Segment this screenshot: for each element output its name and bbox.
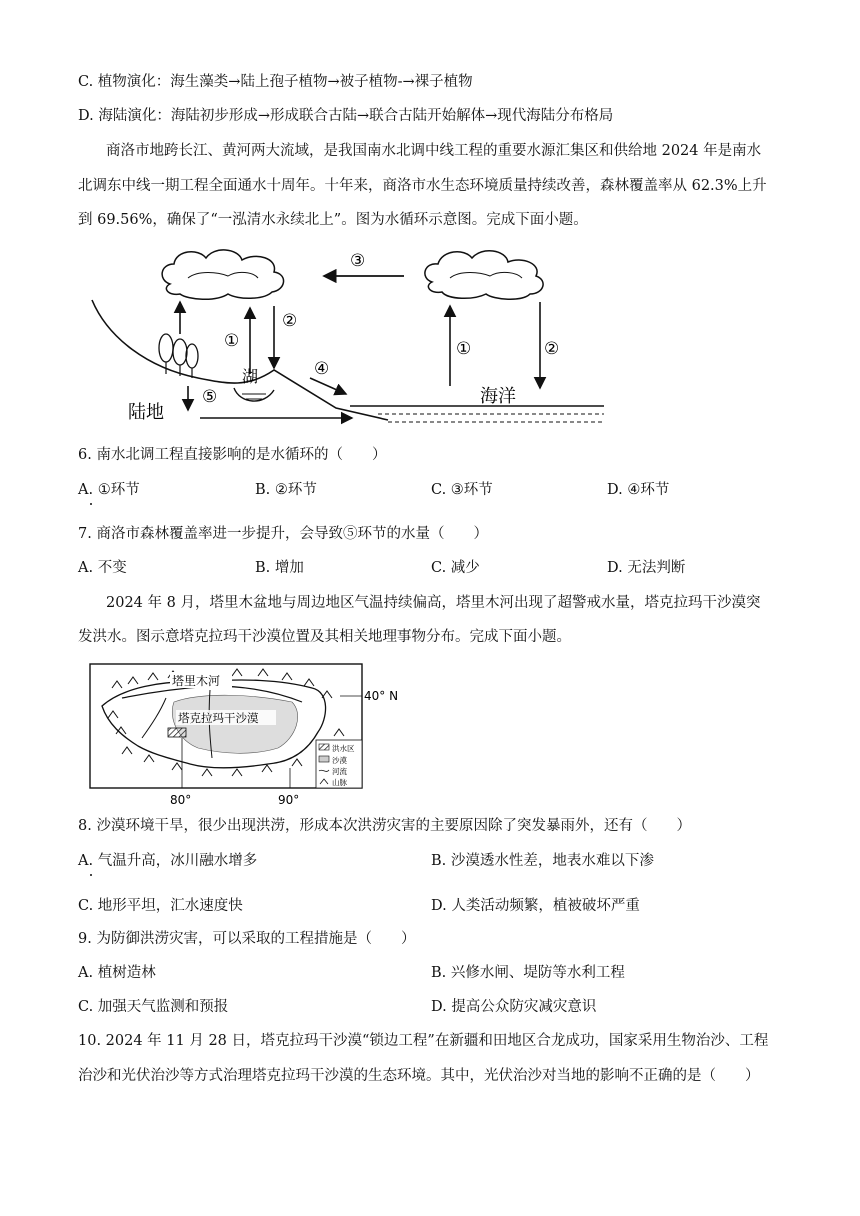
label-3: ③ bbox=[350, 251, 366, 271]
q8-option-a: A. 气温升高，冰川融水增多 bbox=[78, 853, 258, 869]
passage1-line2: 北调东中线一期工程全面通水十周年。十年来，商洛市水生态环境质量持续改善，森林覆盖率从 62.3%上升 bbox=[78, 178, 767, 194]
q8-option-d: D. 人类活动频繁，植被破坏严重 bbox=[431, 898, 640, 914]
label-2-land: ② bbox=[282, 311, 298, 331]
option-c-prev: C. 植物演化：海生藻类→陆上孢子植物→被子植物-→裸子植物 bbox=[78, 74, 473, 90]
q7-option-b: B. 增加 bbox=[255, 560, 304, 576]
q6-option-d: D. ④环节 bbox=[607, 482, 670, 498]
water-cycle-diagram bbox=[88, 238, 608, 434]
q6-option-b: B. ②环节 bbox=[255, 482, 317, 498]
passage1-line1: 商洛市地跨长江、黄河两大流域，是我国南水北调中线工程的重要水源汇集区和供给地 2024 年是南水 bbox=[106, 143, 762, 159]
q10-line2: 治沙和光伏治沙等方式治理塔克拉玛干沙漠的生态环境。其中，光伏治沙对当地的影响不正确的是（ ） bbox=[78, 1068, 760, 1084]
label-1-land: ① bbox=[224, 331, 240, 351]
label-lon-80: 80° bbox=[170, 793, 192, 807]
q9-option-b: B. 兴修水闸、堤防等水利工程 bbox=[431, 965, 625, 981]
passage1-line3: 到 69.56%，确保了“一泓清水永续北上”。图为水循环示意图。完成下面小题。 bbox=[78, 212, 588, 228]
map-legend bbox=[316, 740, 362, 788]
q8-option-b: B. 沙漠透水性差，地表水难以下渗 bbox=[431, 853, 654, 869]
q9-stem: 9. 为防御洪涝灾害，可以采取的工程措施是（ ） bbox=[78, 931, 416, 947]
mark-dot bbox=[90, 874, 92, 876]
label-lon-90: 90° bbox=[278, 793, 300, 807]
q8-stem: 8. 沙漠环境干旱，很少出现洪涝，形成本次洪涝灾害的主要原因除了突发暴雨外，还有（ ） bbox=[78, 818, 691, 834]
label-1-ocean: ① bbox=[456, 339, 472, 359]
label-lake: 湖 bbox=[242, 367, 259, 386]
label-taklimakan: 塔克拉玛干沙漠 bbox=[178, 711, 259, 725]
q8-option-c: C. 地形平坦，汇水速度快 bbox=[78, 898, 243, 914]
q7-option-c: C. 减少 bbox=[431, 560, 480, 576]
q9-option-d: D. 提高公众防灾减灾意识 bbox=[431, 999, 597, 1015]
label-land: 陆地 bbox=[128, 402, 164, 423]
label-2-ocean: ② bbox=[544, 339, 560, 359]
option-d-prev: D. 海陆演化：海陆初步形成→形成联合古陆→联合古陆开始解体→现代海陆分布格局 bbox=[78, 108, 614, 124]
q7-option-a: A. 不变 bbox=[78, 560, 127, 576]
passage2-line2: 发洪水。图示意塔克拉玛干沙漠位置及其相关地理事物分布。完成下面小题。 bbox=[78, 629, 571, 645]
label-5: ⑤ bbox=[202, 387, 218, 407]
q6-stem: 6. 南水北调工程直接影响的是水循环的（ ） bbox=[78, 447, 387, 463]
q6-option-c: C. ③环节 bbox=[431, 482, 493, 498]
taklimakan-map bbox=[82, 658, 408, 810]
ocean-cloud bbox=[425, 251, 543, 300]
q6-option-a: A. ①环节 bbox=[78, 482, 140, 498]
label-tarim-river: 塔里木河 bbox=[172, 674, 221, 688]
flood-area bbox=[168, 728, 186, 737]
q7-option-d: D. 无法判断 bbox=[607, 560, 686, 576]
mark-dot bbox=[90, 503, 92, 505]
q9-option-c: C. 加强天气监测和预报 bbox=[78, 999, 229, 1015]
label-lat-40n: 40° N bbox=[364, 689, 399, 703]
passage2-line1: 2024 年 8 月，塔里木盆地与周边地区气温持续偏高，塔里木河出现了超警戒水量，塔克拉玛干沙漠突 bbox=[106, 595, 761, 611]
legend-mountain: 山脉 bbox=[332, 778, 347, 787]
label-4: ④ bbox=[314, 359, 330, 379]
legend-flood: 洪水区 bbox=[332, 744, 355, 753]
q9-option-a: A. 植树造林 bbox=[78, 965, 156, 981]
label-ocean: 海洋 bbox=[480, 386, 516, 407]
q10-line1: 10. 2024 年 11 月 28 日，塔克拉玛干沙漠“锁边工程”在新疆和田地区合龙成功，国家采用生物治沙、工程 bbox=[78, 1033, 769, 1049]
legend-river: 河流 bbox=[332, 767, 347, 776]
q7-stem: 7. 商洛市森林覆盖率进一步提升，会导致⑤环节的水量（ ） bbox=[78, 526, 488, 542]
legend-desert: 沙漠 bbox=[332, 756, 347, 765]
